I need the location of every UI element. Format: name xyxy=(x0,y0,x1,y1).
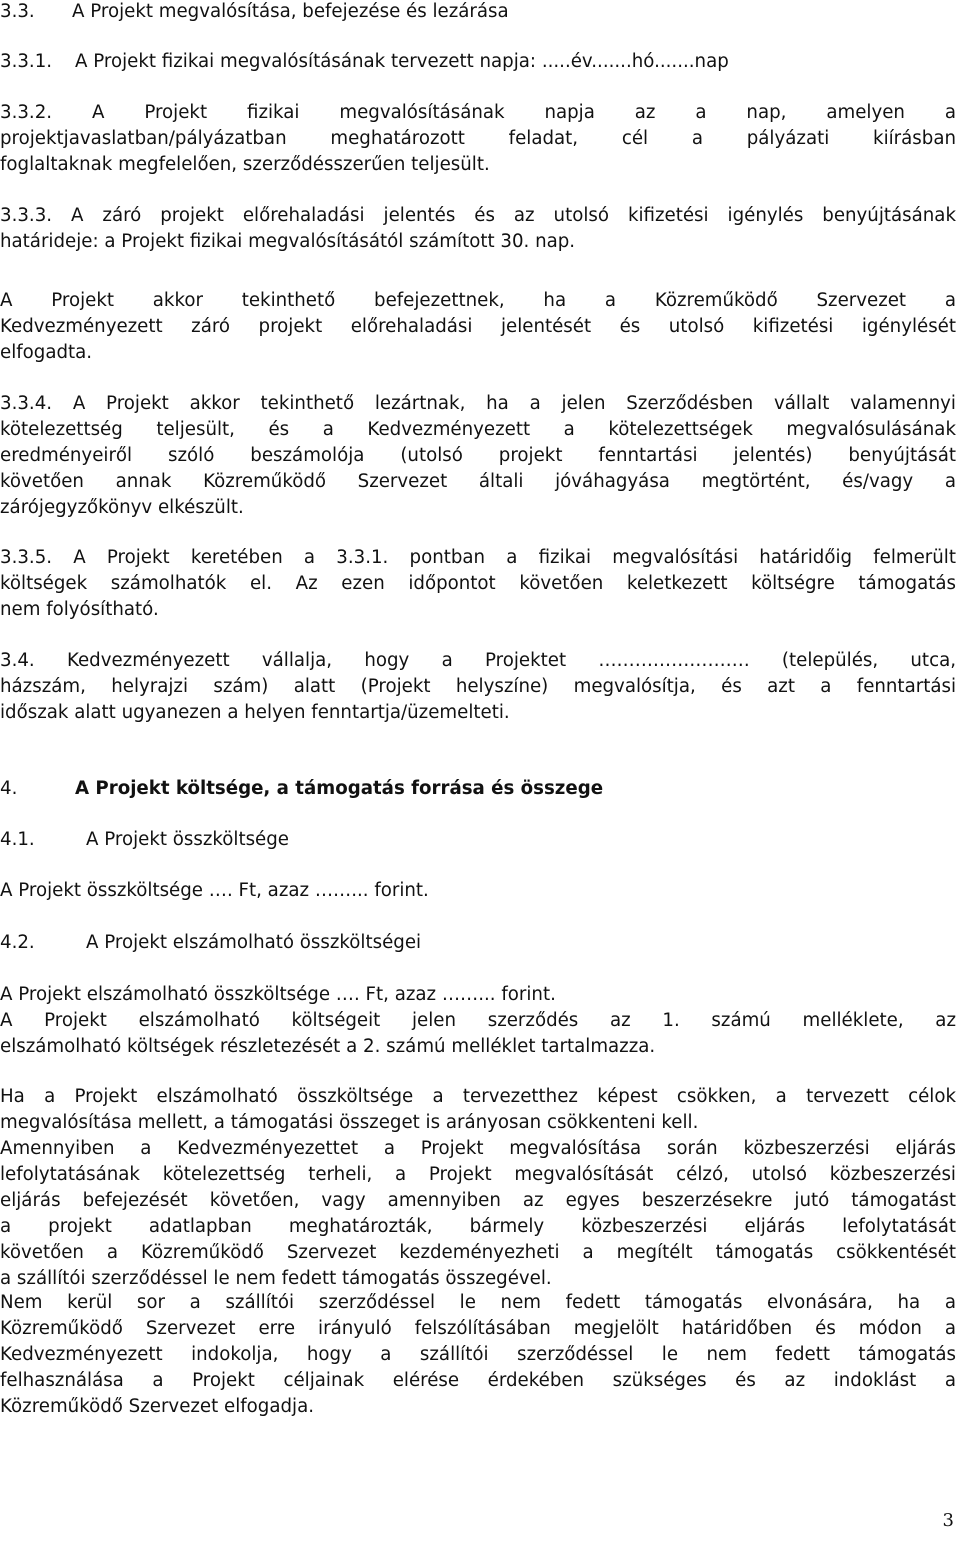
section-text: A Projekt költsége, a támogatás forrása és összege xyxy=(75,778,604,799)
text-line: foglaltaknak megfelelően, szerződésszerűen teljesült. xyxy=(0,154,490,175)
text-line: elfogadta. xyxy=(0,342,93,363)
text-line: nem folyósítható. xyxy=(0,599,159,620)
text-line: házszám, helyrajzi szám) alatt (Projekt helyszíne) megvalósítja, és azt a fenntartási xyxy=(0,676,956,697)
text-line: 3.3.4. A Projekt akkor tekinthető lezártnak, ha a jelen Szerződésben vállalt valamennyi xyxy=(0,393,956,414)
text-line: A Projekt akkor tekinthető befejezettnek, ha a Közreműködő Szervezet a xyxy=(0,290,956,311)
section-number: 4.1. xyxy=(0,829,35,850)
section-text: A Projekt összköltsége xyxy=(86,829,289,850)
text-line: A Projekt elszámolható összköltsége …. Ft, azaz ……... forint. xyxy=(0,984,556,1005)
text-line xyxy=(0,49,956,75)
section-text: A Projekt megvalósítása, befejezése és lezárása xyxy=(72,1,509,22)
text-line: a szállítói szerződéssel le nem fedett támogatás összegével. xyxy=(0,1268,552,1289)
text-line: zárójegyzőkönyv elkészült. xyxy=(0,497,244,518)
text-line: Közreműködő Szervezet elfogadja. xyxy=(0,1396,315,1417)
text-line xyxy=(0,0,956,25)
text-line: Nem kerül sor a szállítói szerződéssel le nem fedett támogatás elvonására, ha a xyxy=(0,1292,956,1313)
text-line: A Projekt összköltsége …. Ft, azaz ……... forint. xyxy=(0,880,429,901)
text-line: eredményeiről szóló beszámolója (utolsó projekt fenntartási jelentés) benyújtását xyxy=(0,445,956,466)
section-number: 3.3. xyxy=(0,1,35,22)
section-text: A Projekt elszámolható összköltségei xyxy=(86,932,422,953)
text-line: követően annak Közreműködő Szervezet általi jóváhagyása megtörtént, és/vagy a xyxy=(0,471,956,492)
page-number: 3 xyxy=(942,1510,954,1531)
text-line: projektjavaslatban/pályázatban meghatározott feladat, cél a pályázati kiírásban xyxy=(0,128,956,149)
text-line: elszámolható költségek részletezését a 2. számú melléklet tartalmazza. xyxy=(0,1036,656,1057)
text-line xyxy=(0,930,956,956)
section-number: 4.2. xyxy=(0,932,35,953)
text-line: 3.4. Kedvezményezett vállalja, hogy a Projektet ……………………. (település, utca, xyxy=(0,650,956,671)
text-line: Kedvezményezett záró projekt előrehaladási jelentését és utolsó kifizetési igénylését xyxy=(0,316,956,337)
text-line: A Projekt elszámolható költségeit jelen szerződés az 1. számú melléklete, az xyxy=(0,1010,956,1031)
text-line: 3.3.2. A Projekt fizikai megvalósításának napja az a nap, amelyen a xyxy=(0,102,956,123)
text-line: eljárás befejezését követően, vagy amennyiben az egyes beszerzésekre jutó támogatást xyxy=(0,1190,956,1211)
text-line: Kedvezményezett indokolja, hogy a szállítói szerződéssel le nem fedett támogatás xyxy=(0,1344,956,1365)
text-line: Amennyiben a Kedvezményezettet a Projekt megvalósítása során közbeszerzési eljárás xyxy=(0,1138,956,1159)
text-line xyxy=(0,827,956,853)
text-line: 3.3.5. A Projekt keretében a 3.3.1. pontban a fizikai megvalósítási határidőig felmerült xyxy=(0,547,956,568)
text-line: megvalósítása mellett, a támogatási összeget is arányosan csökkenteni kell. xyxy=(0,1112,699,1133)
text-line: költségek számolhatók el. Az ezen időpontot követően keletkezett költségre támogatás xyxy=(0,573,956,594)
text-line xyxy=(0,776,956,802)
text-line: kötelezettség teljesült, és a Kedvezményezett a kötelezettségek megvalósulásának xyxy=(0,419,956,440)
text-line: határideje: a Projekt fizikai megvalósításától számított 30. nap. xyxy=(0,231,576,252)
section-number: 4. xyxy=(0,778,18,799)
text-line: Közreműködő Szervezet erre irányuló felszólításában megjelölt határidőben és módon a xyxy=(0,1318,956,1339)
text-line: felhasználása a Projekt céljainak elérése érdekében szükséges és az indoklást a xyxy=(0,1370,956,1391)
section-number: 3.3.1. xyxy=(0,51,53,72)
text-line: Ha a Projekt elszámolható összköltsége a tervezetthez képest csökken, a tervezett célok xyxy=(0,1086,956,1107)
text-line: 3.3.3. A záró projekt előrehaladási jelentés és az utolsó kifizetési igénylés benyújtásának xyxy=(0,205,956,226)
text-line: a projekt adatlapban meghatározták, bármely közbeszerzési eljárás lefolytatását xyxy=(0,1216,956,1237)
text-line: lefolytatásának kötelezettség terheli, a Projekt megvalósítását célzó, utolsó közbeszerzési xyxy=(0,1164,956,1185)
section-text: A Projekt fizikai megvalósításának tervezett napja: .....év.......hó.......nap xyxy=(75,51,729,72)
text-line: követően a Közreműködő Szervezet kezdeményezheti a megítélt támogatás csökkentését xyxy=(0,1242,956,1263)
text-line: időszak alatt ugyanezen a helyen fenntartja/üzemelteti. xyxy=(0,702,510,723)
